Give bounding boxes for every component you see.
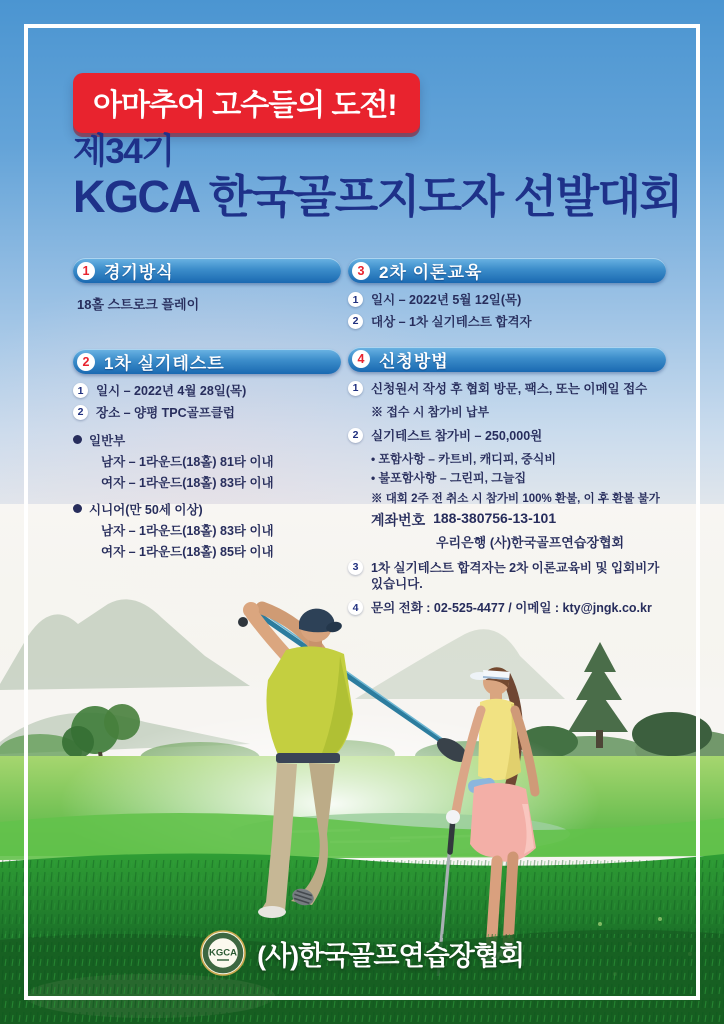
item-number-icon: 4 xyxy=(348,600,363,615)
section-title: 경기방식 xyxy=(104,263,174,282)
application-items xyxy=(348,381,666,617)
section-header-game-format xyxy=(73,258,341,283)
kgca-logo-icon xyxy=(200,930,246,976)
section-title: 1차 실기테스트 xyxy=(104,354,225,373)
footer xyxy=(0,930,724,976)
fee-included-line: • 포함사항 – 카트비, 캐디피, 중식비 xyxy=(371,451,556,466)
list-item: 2 장소 – 양평 TPC골프클럽 xyxy=(73,405,341,422)
section-number-icon: 2 xyxy=(77,353,95,371)
svg-text:KGCA: KGCA xyxy=(209,947,238,959)
headline-badge: 아마추어 고수들의 도전! xyxy=(73,73,420,133)
practical-test-items xyxy=(73,383,341,560)
section-title: 신청방법 xyxy=(379,351,449,371)
item-number-icon: 2 xyxy=(348,314,363,329)
section-title: 2차 이론교육 xyxy=(379,263,483,282)
item-number-icon: 2 xyxy=(73,405,88,420)
score-line: 여자 – 1라운드(18홀) 83타 이내 xyxy=(101,475,274,490)
score-line: 여자 – 1라운드(18홀) 85타 이내 xyxy=(101,544,274,559)
bank-account xyxy=(371,510,666,530)
section-header-theory-course xyxy=(348,258,666,283)
title-main: KGCA 한국골프지도자 선발대회 xyxy=(73,170,682,222)
item-number-icon: 1 xyxy=(348,292,363,307)
item-number-icon: 3 xyxy=(348,560,363,575)
list-item: 2 대상 – 1차 실기테스트 합격자 xyxy=(348,314,666,331)
title-edition: 제34기 xyxy=(73,132,174,171)
fee-payment-note: ※ 접수 시 참가비 납부 xyxy=(371,404,490,419)
right-column xyxy=(348,258,666,622)
organization-name: (사)한국골프연습장협회 xyxy=(257,940,524,971)
item-number-icon: 2 xyxy=(348,428,363,443)
list-item: 1 신청원서 작성 후 협회 방문, 팩스, 또는 이메일 접수 xyxy=(348,381,666,398)
section-number-icon: 4 xyxy=(352,350,370,368)
item-number-icon: 1 xyxy=(348,381,363,396)
fee-excluded-line: • 불포함사항 – 그린피, 그늘집 xyxy=(371,470,527,485)
list-item: 1 일시 – 2022년 4월 28일(목) xyxy=(73,383,341,400)
bank-name: 우리은행 (사)한국골프연습장협회 xyxy=(436,534,625,550)
account-number: 188-380756-13-101 xyxy=(433,509,557,526)
left-column xyxy=(73,258,341,560)
account-label: 계좌번호 xyxy=(371,511,426,528)
list-item: 1 일시 – 2022년 5월 12일(목) xyxy=(348,292,666,309)
section-number-icon: 1 xyxy=(77,262,95,280)
list-item: 3 1차 실기테스트 합격자는 2차 이론교육비 및 입회비가 있습니다. xyxy=(348,560,666,594)
item-number-icon: 1 xyxy=(73,383,88,398)
division-group-senior: 시니어(만 50세 이상) 남자 – 1라운드(18홀) 83타 이내 여자 – 1라운드(18홀) 85타 이내 xyxy=(73,500,341,560)
section-header-application xyxy=(348,347,666,372)
bullet-icon xyxy=(73,504,82,513)
theory-course-items xyxy=(348,292,666,331)
section-number-icon: 3 xyxy=(352,262,370,280)
score-line: 남자 – 1라운드(18홀) 83타 이내 xyxy=(101,523,274,538)
score-line: 남자 – 1라운드(18홀) 81타 이내 xyxy=(101,454,274,469)
section-header-practical-test xyxy=(73,349,341,374)
game-format-body: 18홀 스트로크 플레이 xyxy=(77,297,200,312)
list-item: 2 실기테스트 참가비 – 250,000원 xyxy=(348,428,666,445)
poster-title xyxy=(73,133,682,221)
refund-policy-note: ※ 대회 2주 전 취소 시 참가비 100% 환불, 이 후 환불 불가 xyxy=(371,492,660,505)
division-group-general: 일반부 남자 – 1라운드(18홀) 81타 이내 여자 – 1라운드(18홀) 83타 이내 xyxy=(73,431,341,491)
contact-info: 문의 전화 : 02-525-4477 / 이메일 : kty@jngk.co.kr xyxy=(371,601,652,616)
list-item xyxy=(348,600,666,617)
bullet-icon xyxy=(73,435,82,444)
